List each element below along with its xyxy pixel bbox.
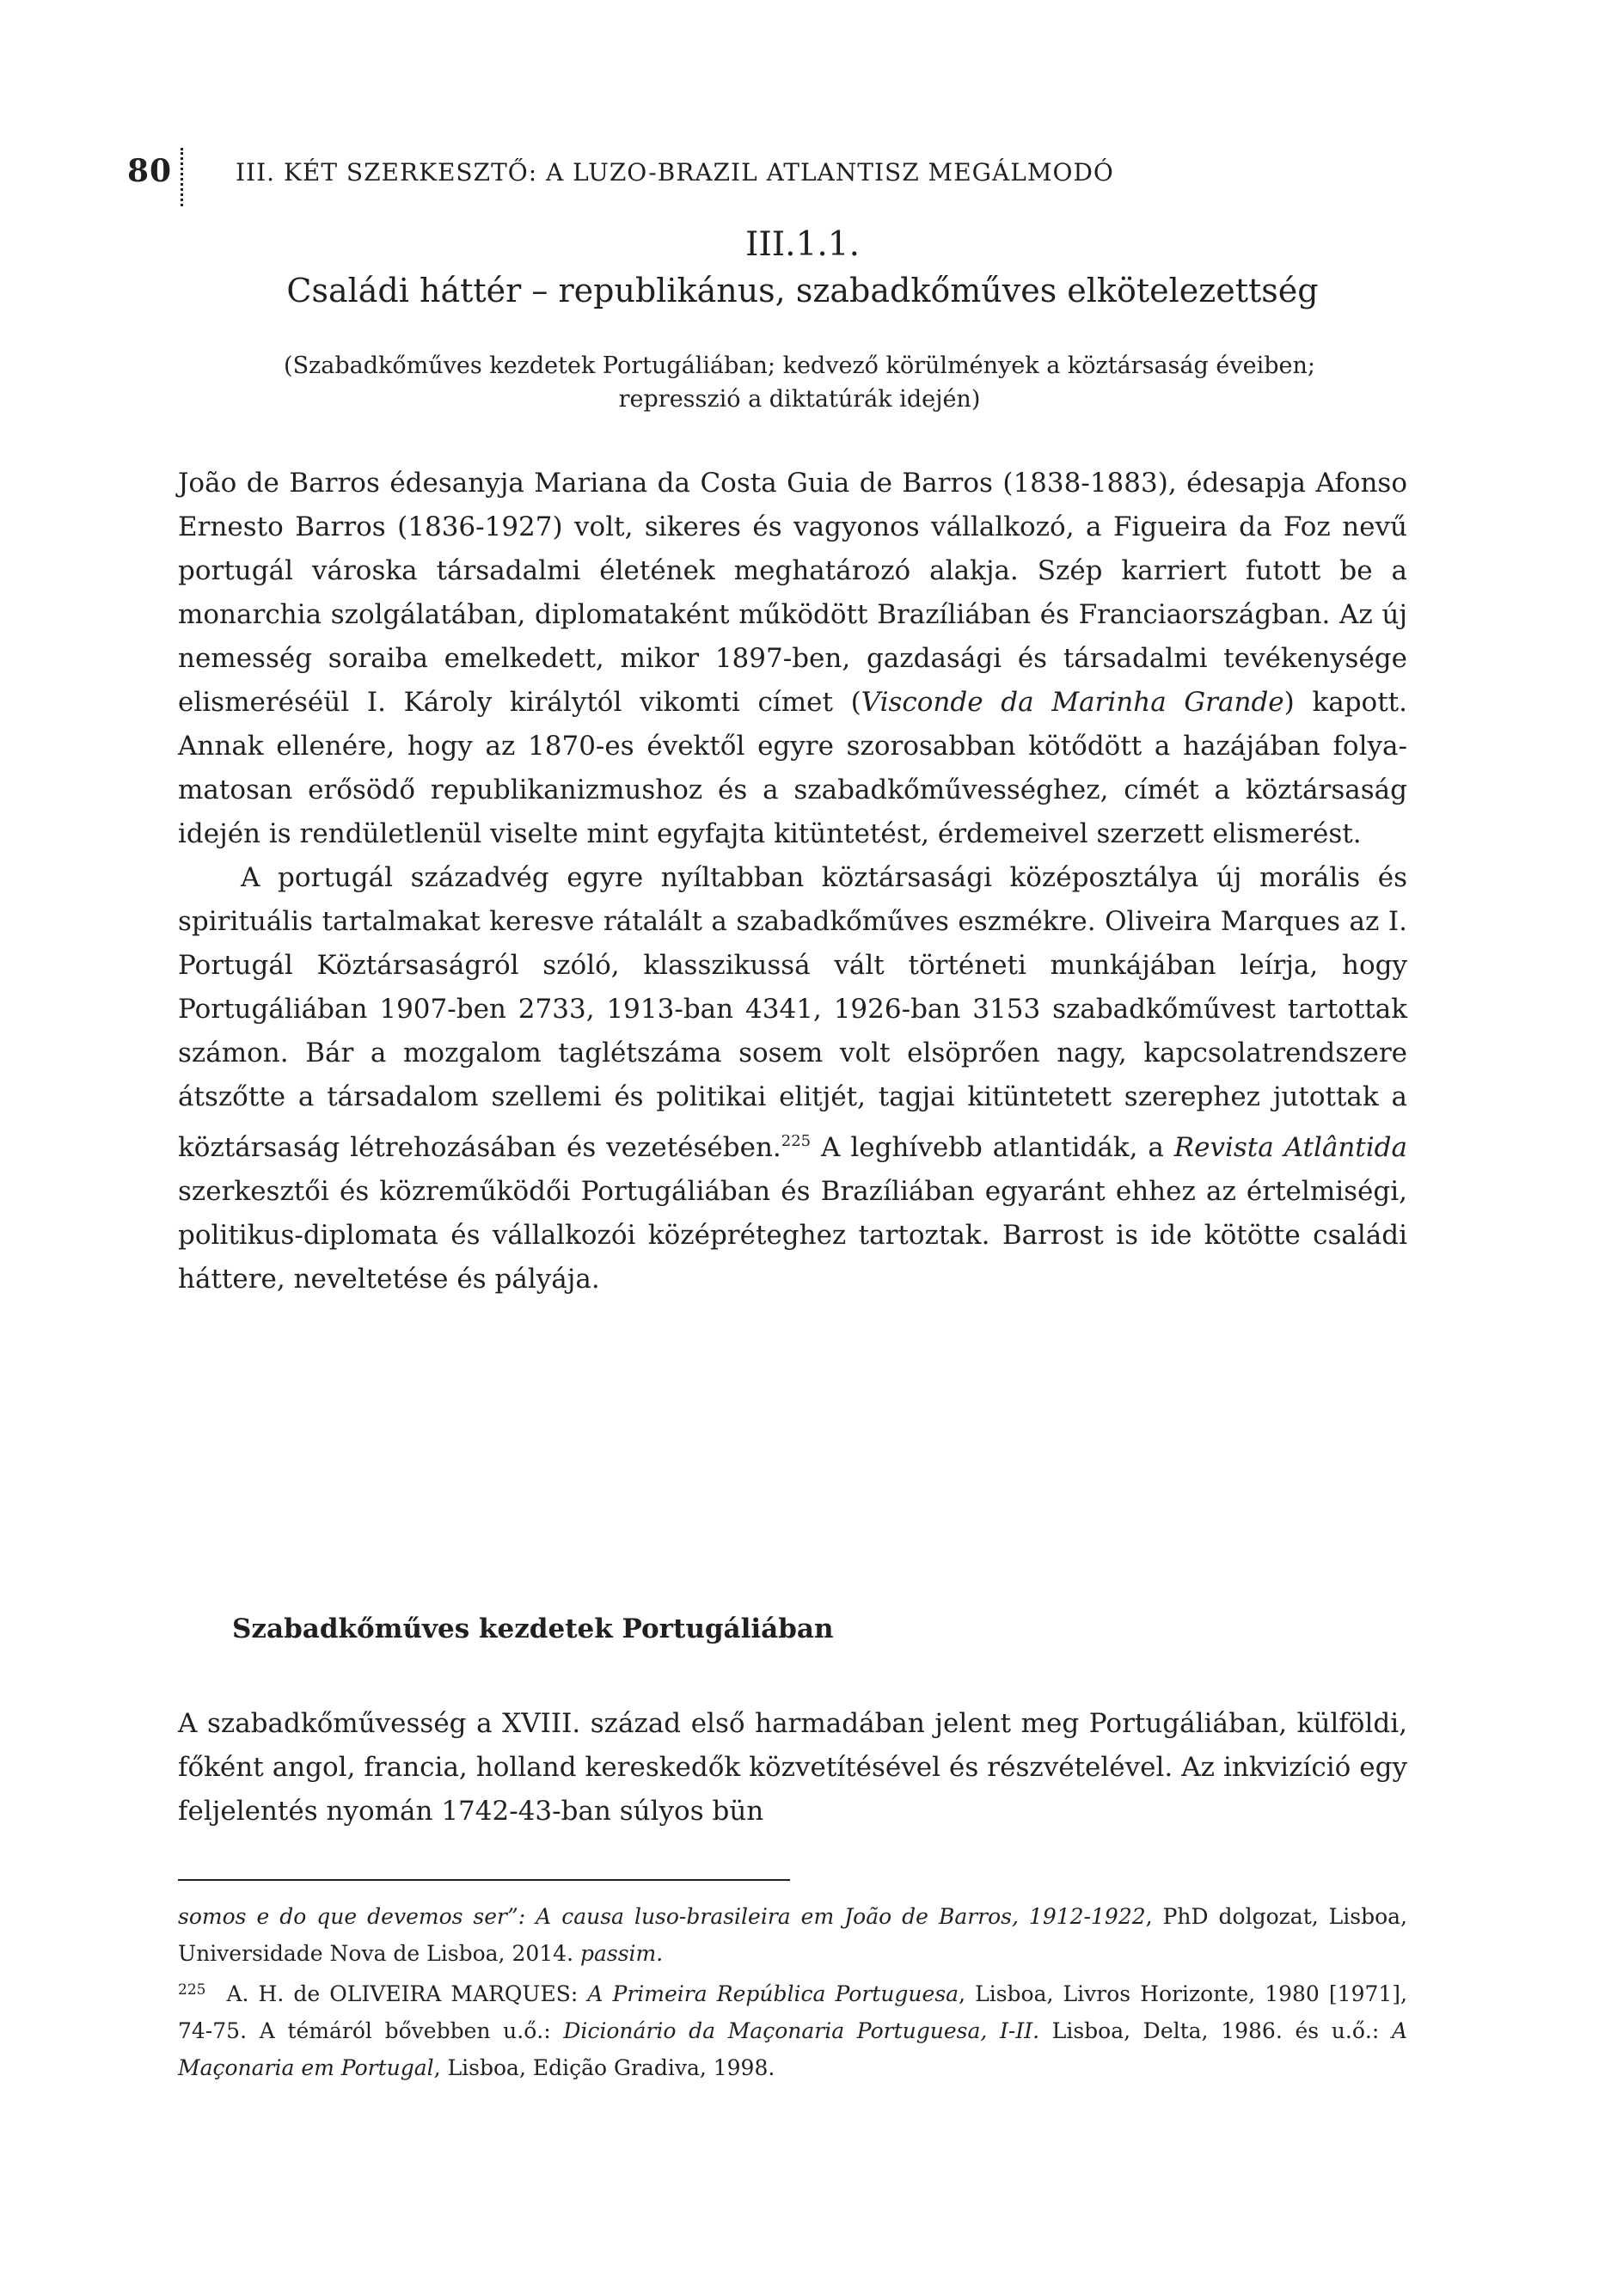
italic-title: somos e do que devemos ser”: A causa luso-brasileira em João de Barros, 1912-1922 (178, 1904, 1146, 1929)
section-title: Családi háttér – republikánus, szabadkőműves elkötelezettség (286, 272, 1319, 309)
page-header (127, 148, 1400, 208)
italic-text: passim. (579, 1941, 664, 1966)
paragraph-text: ) kapott. Annak ellenére, hogy az 1870-es évektől egyre szorosabban kötődött a hazájában folyamatosan erősödő republikanizmushoz és a szabadkőművességhez, címét a köztársaság idején is rendületlenül viselte mint egyfajta kitüntetést, érdemeivel szerzett elismerést. (178, 687, 1407, 849)
footnote-divider (178, 1879, 790, 1881)
footnote-225 (178, 1972, 1407, 2086)
paragraph-2 (178, 856, 1407, 1301)
paragraph-text: João de Barros édesanyja Mariana da Costa Guia de Barros (1838-1883), édesapja Afonso Ernesto Barros (1836-1927) volt, sikeres és vagyonos vállalkozó, a Figueira da Foz nevű portugál városka társadalmi életének meghatározó alakja. Szép karriert futott be a monarchia szolgálatában, diplomataként működött Brazíliában és Franciaországban. Az új nemesség soraiba emelkedett, mikor 1897-ben, gazdasági és társadalmi tevékenysége elismeréséül I. Károly királytól vikomti címet ( (178, 468, 1407, 718)
italic-title: A Maçonaria em Portugal (178, 2018, 1407, 2080)
page-number: 80 (127, 153, 173, 189)
paragraph-text: A portugál századvég egyre nyíltabban köztársasági középosztálya új morális és spirituális tartalmakat keresve rátalált a szabadkőműves eszmékre. Oliveira Marques az I. Portugál Köztársaságról szóló, klasszikussá vált történeti munkájában leírja, hogy Portugáliában 1907-ben 2733, 1913-ban 4341, 1926-ban 3153 szabadkőművest tartottak számon. Bár a mozgalom taglétszáma sosem volt elsöprően nagy, kapcsolatrendszere átszőtte a társadalom szellemi és politikai elitjét, tagjai kitüntetett szerephez jutottak a köztársaság létrehozásában és vezetésében. (178, 862, 1407, 1163)
subheading: Szabadkőműves kezdetek Portugáliában (232, 1613, 834, 1644)
footnote-text: , Lisboa, Livros Horizonte, 1980 [1971], 74-75. A témáról bővebben u.ő.: (178, 1981, 1407, 2043)
paragraph-text: A leghívebb atlantidák, a (811, 1132, 1174, 1163)
footnotes (178, 1898, 1407, 2086)
footnote-text: Lisboa, Delta, 1986. és u.ő.: (1039, 2018, 1392, 2043)
section-number: III.1.1. (744, 225, 861, 264)
paragraph-3: A szabadkőművesség a XVIII. század első harmadában jelent meg Portugáliában, külföldi, főként angol, francia, holland kereskedők közvetítésével és részvételével. Az inkvizíció egy feljelentés nyomán 1742-43-ban súlyos bün (178, 1708, 1407, 1827)
header-dotted-divider (181, 148, 186, 206)
italic-title: Visconde da Marinha Grande (861, 687, 1284, 718)
running-head: III. KÉT SZERKESZTŐ: A LUZO-BRAZIL ATLANTISZ MEGÁLMODÓ (236, 158, 1114, 187)
footnote-text: , Lisboa, Edição Gradiva, 1998. (433, 2055, 775, 2080)
paragraph-1 (178, 462, 1407, 856)
italic-title: Revista Atlântida (1173, 1132, 1408, 1163)
footnote-continued (178, 1898, 1407, 1972)
paragraph-text: szerkesztői és közreműködői Portugáliában és Brazíliában egyaránt ehhez az értelmiségi, politikus-diplomata és vállalkozói középréteghez tartoztak. Barrost is ide kötötte családi háttere, neveltetése és pályája. (178, 1176, 1407, 1295)
section-subtitle: (Szabadkőműves kezdetek Portugáliában; kedvező körülmények a köztársaság éveiben; represszió a diktatúrák idején) (284, 352, 1315, 413)
body-text-block (178, 1702, 1407, 1834)
body-text-block (178, 462, 1407, 1301)
footnote-number: 225 (178, 1981, 206, 1999)
footnote-reference[interactable]: 225 (781, 1132, 812, 1150)
footnote-text: , PhD dolgozat, Lisboa, Universidade Nova de Lisboa, 2014. (178, 1904, 1408, 1966)
italic-title: A Primeira República Portuguesa (587, 1981, 959, 2006)
footnote-text: A. H. de OLIVEIRA MARQUES: (226, 1981, 588, 2006)
italic-title: Dicionário da Maçonaria Portuguesa, I-II. (563, 2018, 1040, 2043)
